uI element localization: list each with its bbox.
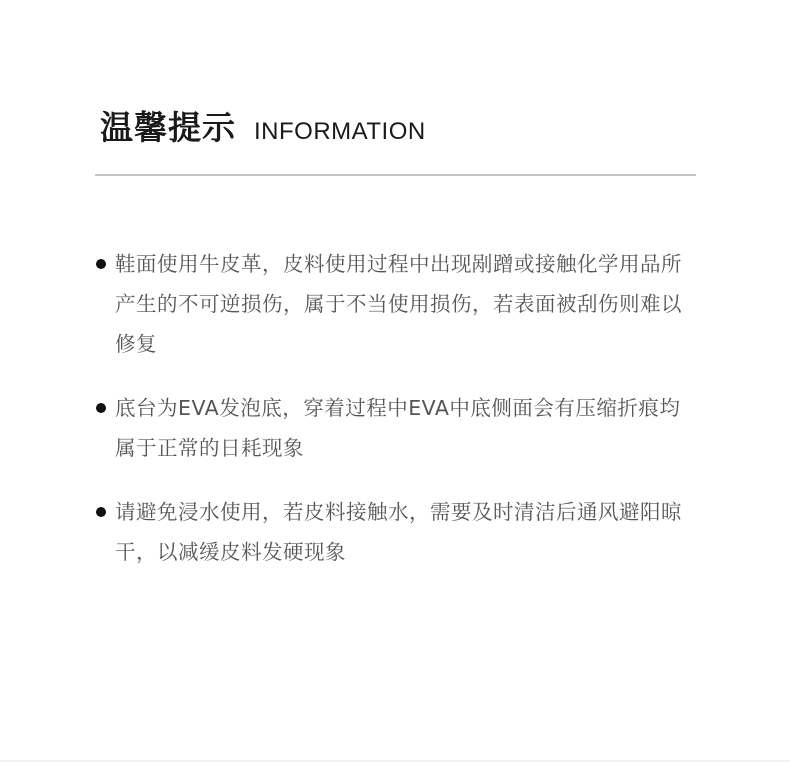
page-subtitle: INFORMATION: [254, 118, 426, 145]
info-header: [100, 102, 426, 149]
bullet-icon: [96, 259, 106, 269]
list-item: [95, 244, 695, 364]
bullet-icon: [96, 507, 106, 517]
header-divider: [95, 174, 696, 176]
note-text: 请避免浸水使用，若皮料接触水，需要及时清洁后通风避阳晾干，以减缓皮料发硬现象: [115, 500, 682, 564]
note-text: 鞋面使用牛皮革，皮料使用过程中出现剐蹭或接触化学用品所产生的不可逆损伤，属于不当使用损伤，若表面被刮伤则难以修复: [115, 252, 682, 356]
list-item: [95, 388, 695, 468]
list-item: [95, 492, 695, 572]
bullet-icon: [96, 403, 106, 413]
note-text: 底台为EVA发泡底，穿着过程中EVA中底侧面会有压缩折痕均属于正常的日耗现象: [115, 396, 681, 460]
page-title: 温馨提示: [100, 108, 236, 147]
notes-list: [95, 244, 695, 596]
